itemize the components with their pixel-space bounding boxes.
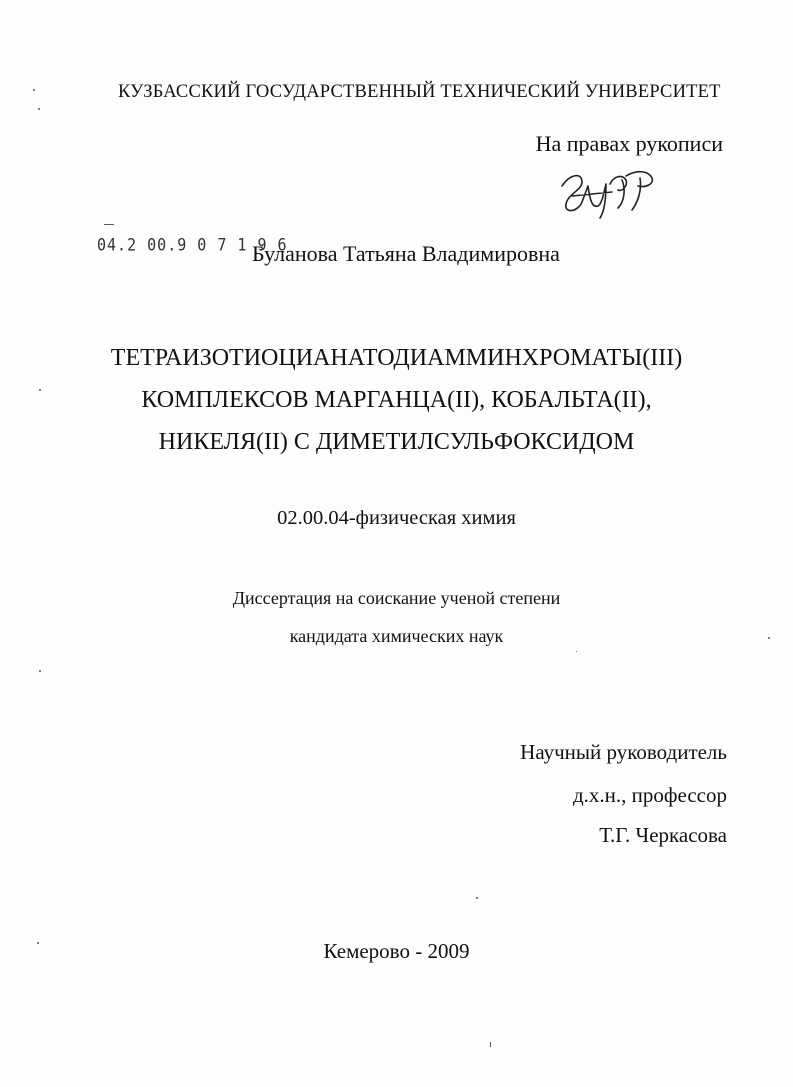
degree-line-2: кандидата химических наук xyxy=(289,626,504,646)
scan-speck xyxy=(476,897,478,899)
scan-speck xyxy=(39,389,41,391)
author-name: Буланова Татьяна Владимировна xyxy=(252,241,560,266)
supervisor-name: Т.Г. Черкасова xyxy=(599,823,727,847)
supervisor-rank: д.х.н., профессор xyxy=(572,783,727,807)
manuscript-rights-note: На правах рукописи xyxy=(535,131,723,156)
scan-speck xyxy=(576,651,577,652)
scan-speck xyxy=(37,942,39,944)
supervisor-role: Научный руководитель xyxy=(520,740,727,764)
scan-speck xyxy=(490,1042,491,1047)
city-year: Кемерово - 2009 xyxy=(323,939,470,963)
archive-stamp-number: 04.2 00.9 0 7 1 9 6 xyxy=(97,234,288,256)
scan-speck xyxy=(39,670,41,672)
university-name: КУЗБАССКИЙ ГОСУДАРСТВЕННЫЙ ТЕХНИЧЕСКИЙ УНИВЕРСИТЕТ xyxy=(118,82,721,102)
thesis-title-line-3: НИКЕЛЯ(II) С ДИМЕТИЛСУЛЬФОКСИДОМ xyxy=(158,429,635,455)
degree-line-1: Диссертация на соискание ученой степени xyxy=(232,588,561,608)
scan-speck xyxy=(768,637,770,639)
scan-speck xyxy=(33,89,35,91)
thesis-title-line-2: КОМПЛЕКСОВ МАРГАНЦА(II), КОБАЛЬТА(II), xyxy=(141,387,652,413)
specialty-code: 02.00.04-физическая химия xyxy=(277,507,516,529)
scan-speck xyxy=(38,108,40,110)
handwritten-signature xyxy=(552,166,662,222)
scan-speck xyxy=(104,224,114,225)
thesis-title-line-1: ТЕТРАИЗОТИОЦИАНАТОДИАММИНХРОМАТЫ(III) xyxy=(110,345,683,371)
